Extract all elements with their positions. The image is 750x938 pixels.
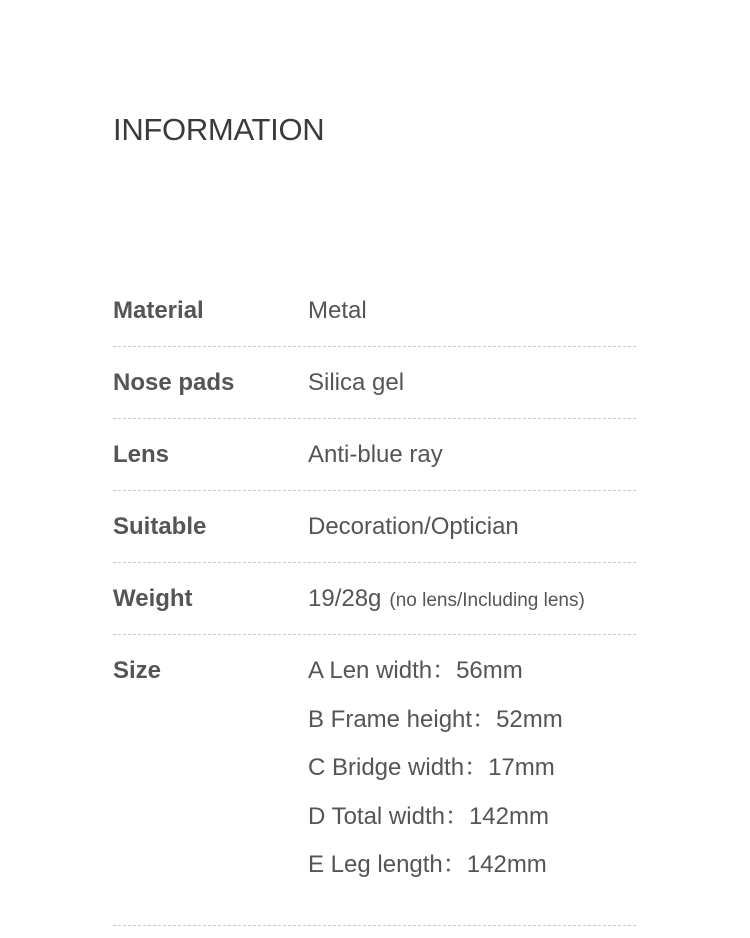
- spec-value: 19/28g: [308, 585, 382, 612]
- spec-row-material: [113, 275, 636, 347]
- spec-row-weight: [113, 563, 636, 635]
- size-item: A Len width：56mm: [308, 657, 523, 684]
- spec-row-nose-pads: [113, 347, 636, 419]
- spec-row-suitable: [113, 491, 636, 563]
- spec-label: Nose pads: [113, 369, 235, 396]
- size-item: D Total width：142mm: [308, 802, 549, 830]
- spec-value: Anti-blue ray: [308, 441, 443, 468]
- spec-label: Material: [113, 297, 204, 324]
- spec-note: (no lens/Including lens): [389, 590, 585, 611]
- spec-value: Metal: [308, 297, 367, 324]
- spec-label: Lens: [113, 441, 170, 468]
- size-item: E Leg length：142mm: [308, 851, 547, 878]
- spec-row-lens: [113, 419, 636, 491]
- size-item: C Bridge width：17mm: [308, 754, 555, 781]
- size-list: [308, 655, 563, 898]
- spec-value-wrapper: [308, 583, 585, 617]
- spec-value: Silica gel: [308, 369, 405, 396]
- spec-label: Suitable: [113, 513, 207, 540]
- page-title: INFORMATION: [113, 112, 325, 147]
- spec-label: Weight: [113, 585, 193, 612]
- spec-label: Size: [113, 657, 162, 684]
- spec-value: Decoration/Optician: [308, 513, 519, 540]
- size-item: B Frame height：52mm: [308, 705, 563, 733]
- spec-row-size: [113, 635, 636, 926]
- spec-table: [113, 275, 636, 926]
